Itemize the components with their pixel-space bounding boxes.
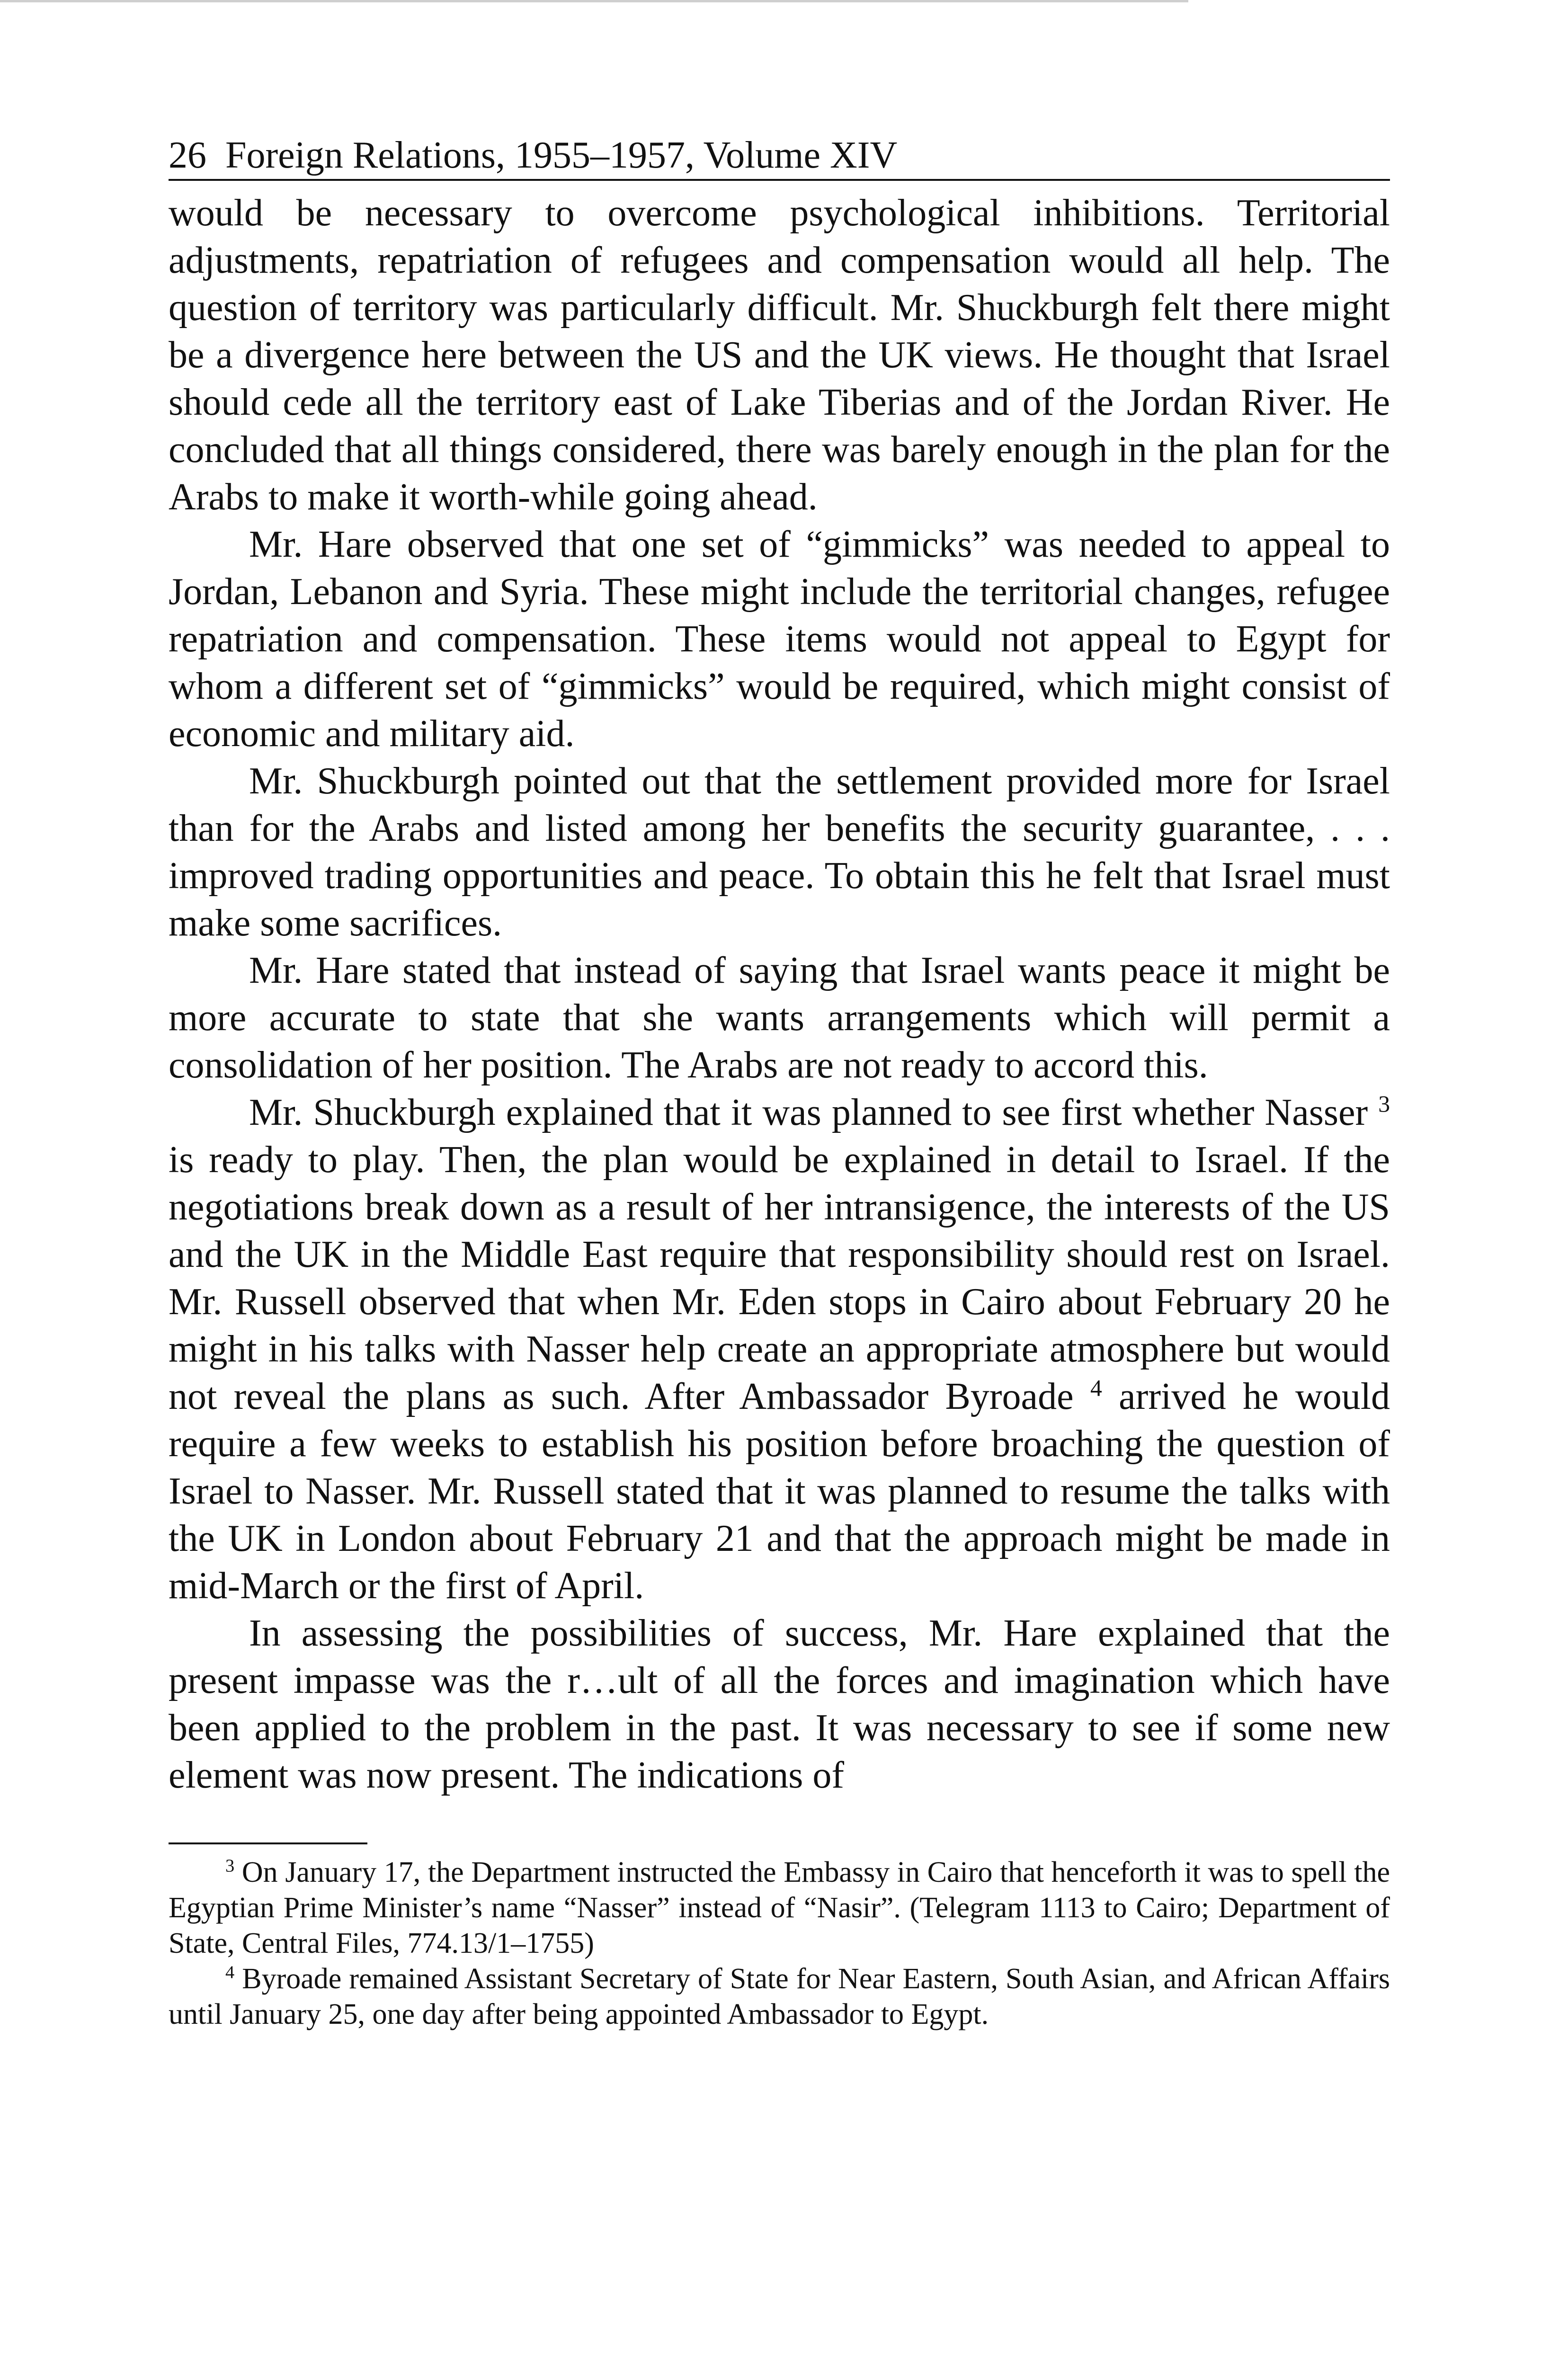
paragraph-5-part-a: Mr. Shuckburgh explained that it was planned to see first whether Nasser — [249, 1092, 1368, 1133]
document-page — [169, 133, 1390, 2032]
paragraph-2: Mr. Hare observed that one set of “gimmicks” was needed to appeal to Jordan, Lebanon and Syria. These might include the territorial changes, refugee repatriation and compensation. These items would not appeal to Egypt for whom a different set of “gimmicks” would be required, which might consist of economic and military aid. — [169, 524, 1390, 755]
paragraph-5 — [169, 1089, 1390, 1610]
paragraph-5-part-b: is ready to play. Then, the plan would be explained in detail to Israel. If the negotiations break down as a result of her intransigence, the interests of the US and the UK in the Middle East require that responsibility should rest on Israel. Mr. Russell observed that when Mr. Eden stops in Cairo about February 20 he might in his talks with Nasser help create an appropriate atmosphere but would not reveal the plans as such. After Ambassador Byroade — [169, 1139, 1390, 1417]
paragraph-1: would be necessary to overcome psychological inhibitions. Territorial adjustments, repatriation of refugees and compensation would all help. The question of territory was particularly difficult. Mr. Shuckburgh felt there might be a divergence here between the US and the UK views. He thought that Israel should cede all the territory east of Lake Tiberias and of the Jordan River. He concluded that all things considered, there was barely enough in the plan for the Arabs to make it worth-while going ahead. — [169, 192, 1390, 518]
footnote-4 — [169, 1961, 1390, 2032]
footnote-text: Byroade remained Assistant Secretary of State for Near Eastern, South Asian, and African Affairs until January 25, one day after being appointed Ambassador to Egypt. — [169, 1963, 1390, 2030]
footnote-marker: 3 — [225, 1856, 235, 1876]
footnote-3 — [169, 1855, 1390, 1961]
footnote-ref-4: 4 — [1090, 1375, 1102, 1401]
page-number: 26 — [169, 134, 206, 176]
footnote-marker: 4 — [225, 1962, 235, 1983]
paragraph-6: In assessing the possibilities of success, Mr. Hare explained that the present impasse was the r…ult of all the forces and imagination which have been applied to the problem in the past. It was necessary to see if some new element was now present. The indications of — [169, 1612, 1390, 1796]
publication-title: Foreign Relations, 1955–1957, Volume XIV — [225, 134, 898, 176]
footnote-ref-3: 3 — [1378, 1091, 1390, 1117]
footnotes — [169, 1855, 1390, 2032]
footnote-divider — [169, 1842, 367, 1844]
body-text — [169, 189, 1390, 1799]
scan-top-edge — [0, 0, 1188, 2]
footnote-text: On January 17, the Department instructed the Embassy in Cairo that henceforth it was to spell the Egyptian Prime Minister’s name “Nasser” instead of “Nasir”. (Telegram 1113 to Cairo; Department of State, Central Files, 774.13/1–1755) — [169, 1856, 1390, 1959]
running-header — [169, 133, 1390, 181]
paragraph-5-part-c: arrived he would require a few weeks to establish his position before broaching the question of Israel to Nasser. Mr. Russell stated that it was planned to resume the talks with the UK in London about February 21 and that the approach might be made in mid-March or the first of April. — [169, 1376, 1390, 1607]
paragraph-3: Mr. Shuckburgh pointed out that the settlement provided more for Israel than for the Arabs and listed among her benefits the security guarantee, . . . improved trading opportunities and peace. To obtain this he felt that Israel must make some sacrifices. — [169, 760, 1390, 944]
paragraph-4: Mr. Hare stated that instead of saying that Israel wants peace it might be more accurate to state that she wants arrangements which will permit a consolidation of her position. The Arabs are not ready to accord this. — [169, 950, 1390, 1086]
